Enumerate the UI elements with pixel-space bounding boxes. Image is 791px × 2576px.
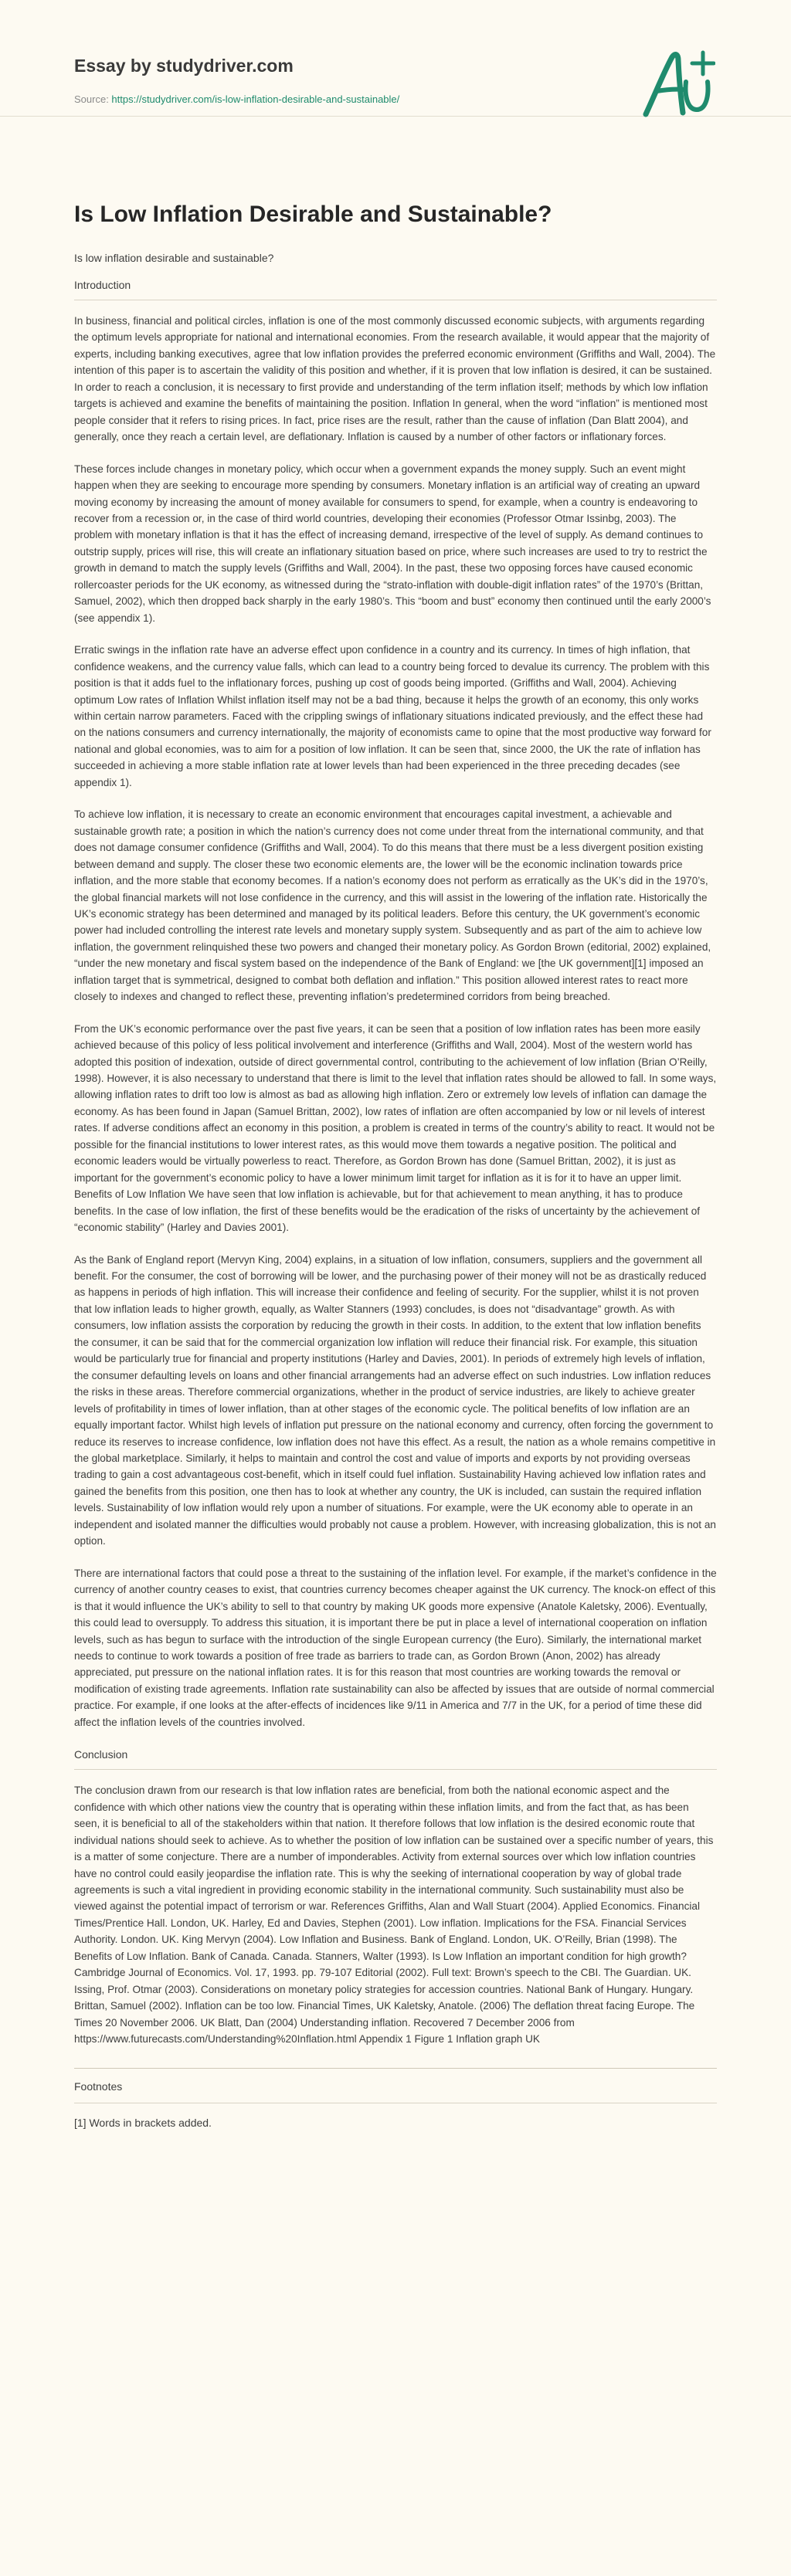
site-title: Essay by studydriver.com [74,56,294,76]
footnotes-divider [74,2068,717,2069]
paragraph-7: There are international factors that could pose a threat to the sustaining of the inflation level. For example, if the market’s confidence in the currency of another country ceases to exist, that countries currency becomes cheaper against the UK currency. The knock-on effect of this is that it would influence the UK’s ability to sell to that country by making UK goods more expensive (Anatole Kaletsky, 2006). Eventually, this could lead to oversupply. To address this situation, it is important there be put in place a level of international cooperation on inflation levels, such as has begun to surface with the introduction of the single European currency (the Euro). Similarly, the international market needs to continue to work towards a position of free trade as barriers to trade can, as Gordon Brown (Anon, 2002) has already appreciated, put pressure on the national inflation rates. It is for this reason that most countries are working towards the removal or modification of existing trade agreements. Inflation rate sustainability can also be affected by issues that are outside of normal commercial practice. For example, if one looks at the after-effects of incidences like 9/11 in America and 7/7 in the UK, for a period of time these did affect the inflation levels of the countries involved. [74,1567,717,1728]
introduction-heading: Introduction [74,279,131,291]
paragraph-3: Erratic swings in the inflation rate have an adverse effect upon confidence in a country and its currency. In times of high inflation, that confidence weakens, and the currency value falls, which can lead to a country being forced to devalue its currency. The problem with this position is that it adds fuel to the inflationary forces, pushing up cost of goods being imported. (Griffiths and Wall, 2004). Achieving optimum Low rates of Inflation Whilst inflation itself may not be a bad thing, because it helps the growth of an economy, this only works within certain narrow parameters. Faced with the crippling swings of inflationary situations indicated previously, and the effect these had on the nations consumers and currency internationally, the majority of economists came to opine that the most productive way forward for national and global economies, was to aim for a position of low inflation. It can be seen that, since 2000, the UK the rate of inflation has succeeded in achieving a more stable inflation rate at lower levels than had been experienced in the three preceding decades (see appendix 1). [74,644,711,788]
article-title: Is Low Inflation Desirable and Sustainable? [74,202,552,227]
paragraph-5: From the UK’s economic performance over the past five years, it can be seen that a position of low inflation rates has been more easily achieved because of this policy of less political involvement and interference (Griffiths and Wall, 2004). Most of the western world has adopted this position of indexation, outside of direct governmental control, contributing to the achievement of low inflation (Brian O’Reilly, 1998). However, it is also necessary to understand that there is limit to the level that inflation rates should be allowed to fall. In some ways, allowing inflation rates to drift too low is almost as bad as allowing high inflation. Zero or extremely low levels of inflation can damage the economy. As has been found in Japan (Samuel Brittan, 2002), low rates of inflation are often accompanied by low or nil levels of interest rates. If adverse conditions affect an economy in this position, a problem is created in terms of the country’s ability to react. It would not be possible for the financial institutions to lower interest rates, as this would move them towards a negative position. The political and economic leaders would be virtually powerless to react. Therefore, as Gordon Brown has done (Samuel Brittan, 2002), it is just as important for the government’s economic policy to have a lower minimum limit target for inflation as it is for it to have an upper limit. Benefits of Low Inflation We have seen that low inflation is achievable, but for that achievement to mean anything, it has to produce benefits. In the case of low inflation, the first of these benefits would be the eradication of the risks of uncertainty by the achievement of “economic stability” (Harley and Davies 2001). [74,1022,717,1234]
source-label: Source: [74,93,112,105]
conclusion-heading: Conclusion [74,1748,128,1761]
article [0,200,791,2131]
article-subtitle: Is low inflation desirable and sustainable? [74,252,274,264]
paragraph-2: These forces include changes in monetary policy, which occur when a government expands the money supply. Such an event might happen when they are seeking to encourage more spending by consumers. Monetary inflation is an artificial way of creating an upward moving economy by increasing the amount of money available for consumers to spend, for example, when a country is endeavoring to recover from a recession or, in the case of third world countries, developing their economies (Professor Otmar Issinbg, 2003). The problem with monetary inflation is that it has the effect of increasing demand, irrespective of the level of supply. As demand continues to outstrip supply, prices will rise, this will create an inflationary situation based on price, where such increases are used to try to restrict the growth in demand to match the supply levels (Griffiths and Wall, 2004). In the past, these two opposing forces have caused economic rollercoaster periods for the UK economy, as witnessed during the “strato-inflation with double-digit inflation rates” of the 1970’s (Brittan, Samuel, 2002), which then dropped back sharply in the early 1980’s. This “boom and bust” economy then continued until the early 2000’s (see appendix 1). [74,463,711,624]
conclusion-paragraph: The conclusion drawn from our research is that low inflation rates are beneficial, from both the national economic aspect and the confidence with which other nations view the country that is operating within these inflation limits, and from the fact that, as has been seen, it is beneficial to all of the stakeholders within that nation. It therefore follows that low inflation is the desired economic route that individual nations should seek to achieve. As to whether the position of low inflation can be sustained over a specific number of years, this is a matter of some conjecture. There are a number of imponderables. Activity from external sources over which low inflation countries have no control could easily jeopardise the inflation rate. This is why the seeking of international cooperation by way of global trade agreements is such a vital ingredient in providing economic stability in the international community. Such sustainability must also be viewed against the potential impact of terrorism or war. References Griffiths, Alan and Wall Stuart (2004). Applied Economics. Financial Times/Prentice Hall. London, UK. Harley, Ed and Davies, Stephen (2001). Low inflation. Implications for the FSA. Financial Services Authority. London. UK. King Mervyn (2004). Low Inflation and Business. Bank of England. London, UK. O’Reilly, Brian (1998). The Benefits of Low Inflation. Bank of Canada. Canada. Stanners, Walter (1993). Is Low Inflation an important condition for high growth? Cambridge Journal of Economics. Vol. 17, 1993. pp. 79-107 Editorial (2002). Full text: Brown’s speech to the CBI. The Guardian. UK. Issing, Prof. Otmar (2003). Considerations on monetary policy strategies for accession countries. National Bank of Hungary. Hungary. Brittan, Samuel (2002). Inflation can be too low. Financial Times, UK Kaletsky, Anatole. (2006) The deflation threat facing Europe. The Times 20 November 2006. UK Blatt, Dan (2004) Understanding inflation. Recovered 7 December 2006 from https://www.futurecasts.com/Understanding%20Inflation.html Appendix 1 Figure 1 Inflation graph UK [74,1785,714,2046]
paragraph-1: In business, financial and political circles, inflation is one of the most commonly discussed economic subjects, with arguments regarding the optimum levels appropriate for national and international economies. From the research available, it would appear that the majority of experts, including banking executives, agree that low inflation provides the preferred economic environment (Griffiths and Wall, 2004). The intention of this paper is to ascertain the validity of this position and whether, if it is proven that low inflation is desired, it can be sustained. In order to reach a conclusion, it is necessary to first provide and understanding of the term inflation itself; methods by which low inflation targets is achieved and examine the benefits of maintaining the position. Inflation In general, when the word “inflation” is mentioned most people consider that it refers to rising prices. In fact, price rises are the result, rather than the cause of inflation (Dan Blatt 2004), and generally, once they reach a certain level, are deflationary. Inflation is caused by a number of other factors or inflationary forces. [74,315,716,443]
source-link[interactable]: https://studydriver.com/is-low-inflation-desirable-and-sustainable/ [111,93,400,105]
footnote-1: [1] Words in brackets added. [74,2116,212,2129]
source-line [74,93,399,105]
paragraph-6: As the Bank of England report (Mervyn King, 2004) explains, in a situation of low inflation, consumers, suppliers and the government all benefit. For the consumer, the cost of borrowing will be lower, and the purchasing power of their money will not be as drastically reduced as happens in periods of high inflation. This will increase their confidence and feeling of security. For the supplier, whilst it is not proven that low inflation leads to higher growth, equally, as Walter Stanners (1993) concludes, is does not “disadvantage” growth. As with consumers, low inflation assists the corporation by reducing the growth in their costs. In addition, to the extent that low inflation benefits the consumer, it can be said that for the commercial organization low inflation will reduce their financial risk. For example, this situation would be particularly true for financial and property institutions (Harley and Davies, 2001). In periods of extremely high levels of inflation, the consumer defaulting levels on loans and other financial arrangements had an adverse effect on such industries. Low inflation reduces the risks in these areas. Therefore commercial organizations, whether in the product of service industries, are likely to achieve greater levels of profitability in times of lower inflation, than at other stages of the economic cycle. The political benefits of low inflation are an equally important factor. Whilst high levels of inflation put pressure on the national economy and currency, often forcing the government to reduce its reserves to increase confidence, low inflation does not have this effect. As a result, the nation as a whole remains competitive in the global marketplace. Similarly, it helps to maintain and control the cost and value of imports and exports by not providing overseas trading to gain a cost advantageous cost-benefit, which in itself could fuel inflation. Sustainability Having achieved low inflation rates and gained the benefits from this position, one then has to look at whether any country, the UK is included, can sustain the required inflation levels. Sustainability of low inflation would rely upon a number of situations. For example, were the UK economy able to operate in an independent and isolated manner the difficulties would probably not cause a problem. However, with increasing globalization, this is not an option. [74,1253,716,1547]
footnotes-heading: Footnotes [74,2079,123,2093]
paragraph-4: To achieve low inflation, it is necessary to create an economic environment that encourages capital investment, a achievable and sustainable growth rate; a position in which the nation’s currency does not come under threat from the international community, and that does not damage consumer confidence (Griffiths and Wall, 2004). To do this means that there must be a less divergent position existing between demand and supply. The closer these two economic elements are, the lower will be the economic inclination towards price inflation, and the more stable that economy becomes. If a nation’s economy does not perform as erratically as the UK’s did in the 1970’s, the global financial markets will not lose confidence in the currency, and this will assist in the lowering of the inflation rate. Historically the UK’s economic strategy has been determined and managed by its political leaders. Before this century, the UK government’s economic power had included controlling the interest rate levels and monetary supply system. Subsequently and as part of the aim to achieve low inflation, the government relinquished these two powers and changed their monetary policy. As Gordon Brown (editorial, 2002) explained, “under the new monetary and fiscal system based on the independence of the Bank of England: we [the UK government][1] imposed an inflation target that is symmetrical, designed to combat both deflation and inflation.” This position allowed interest rates to react more closely to indexes and changed to reflect these, preventing inflation’s predetermined corridors from being breached. [74,808,711,1003]
header [0,0,791,117]
a-plus-logo-icon [638,48,715,120]
divider [74,1769,717,1770]
